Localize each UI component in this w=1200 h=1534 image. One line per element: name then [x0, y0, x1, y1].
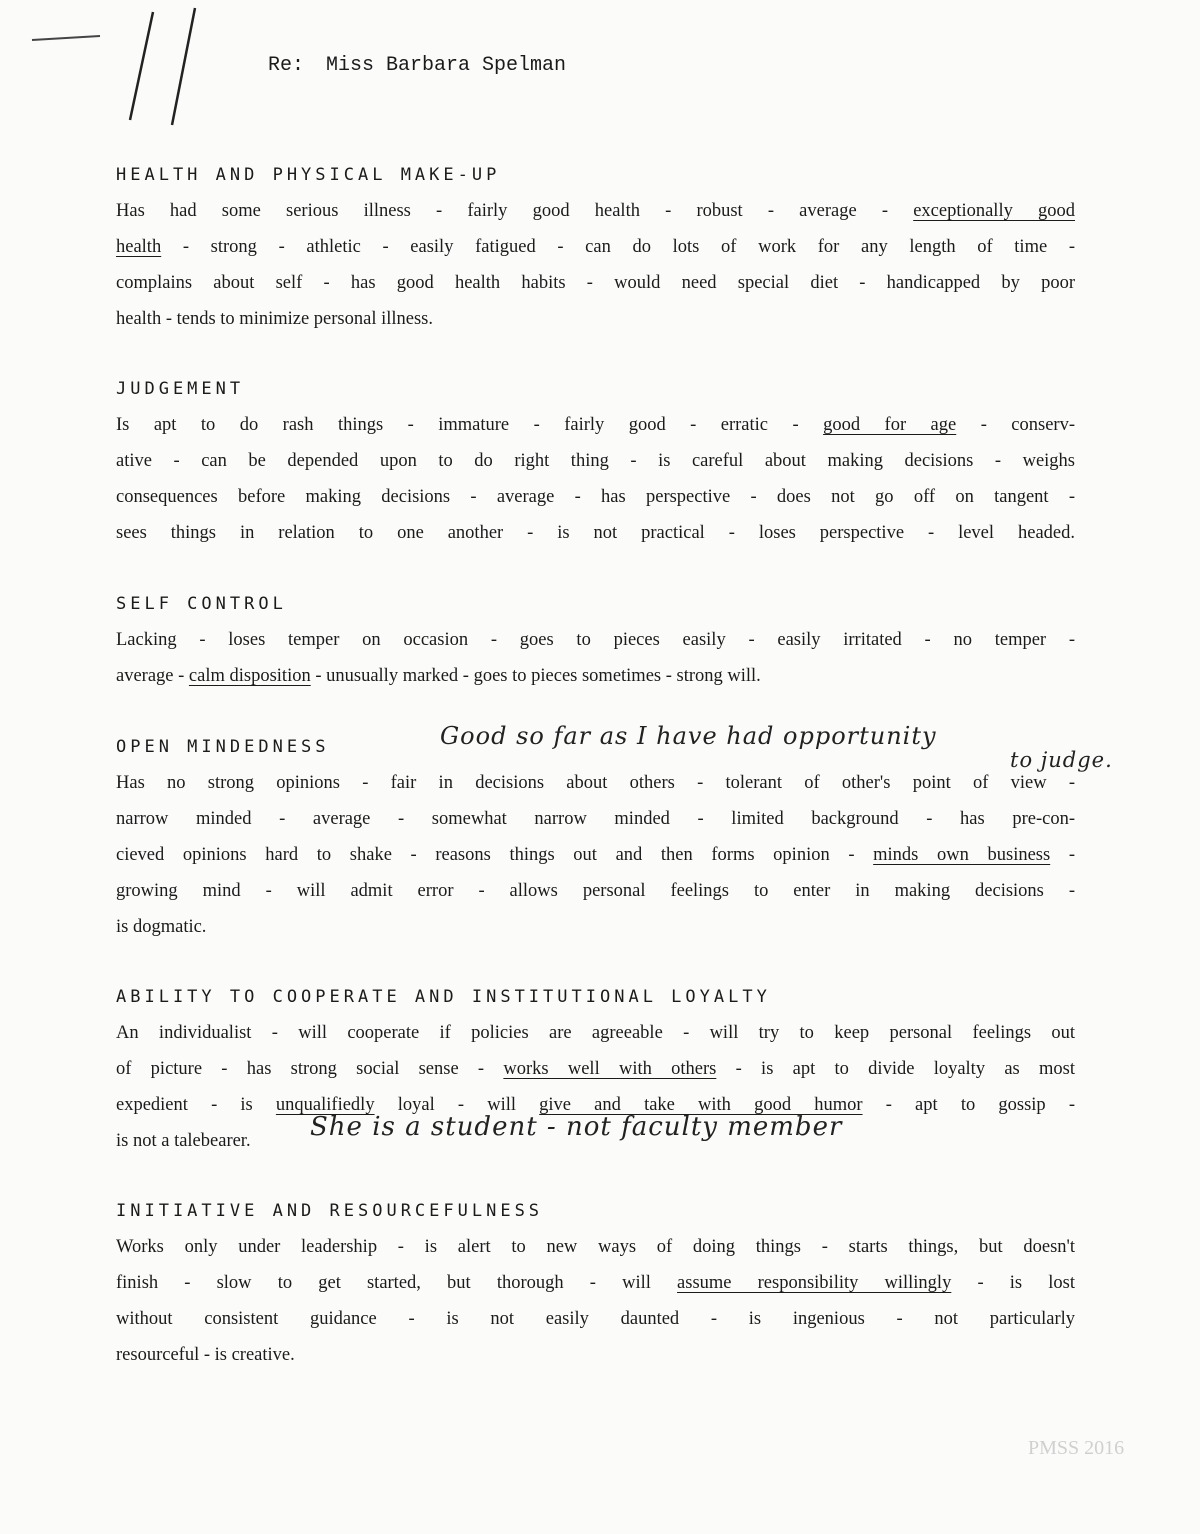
text-segment: Lacking - loses temper on occasion - goes to pieces easily - easily irritated - no temper - — [116, 630, 1075, 650]
text-line — [116, 1271, 1075, 1307]
underlined-choice: unqualifiedly — [275, 1095, 375, 1115]
text-segment: - apt to gossip - — [862, 1095, 1075, 1115]
text-segment: An individualist - will cooperate if policies are agreeable - will try to keep personal feelings out — [116, 1023, 1075, 1043]
section-heading: SELF CONTROL — [116, 594, 287, 614]
section-heading: OPEN MINDEDNESS — [116, 737, 330, 757]
underlined-choice: give and take with good humor — [539, 1095, 863, 1115]
text-line — [116, 915, 1075, 951]
text-line — [116, 199, 1075, 235]
text-segment: consequences before making decisions - average - has perspective - does not go off on tangent - — [116, 487, 1075, 507]
handwritten-note-cooperation: She is a student - not faculty member — [310, 1112, 843, 1142]
text-segment: - strong - athletic - easily fatigued - can do lots of work for any length of time - — [161, 237, 1075, 257]
text-line — [116, 485, 1075, 521]
text-segment: ative - can be depended upon to do right thing - is careful about making decisions - weighs — [116, 451, 1075, 471]
text-segment: is not a talebearer. — [116, 1131, 251, 1151]
section-heading: JUDGEMENT — [116, 379, 245, 399]
text-line — [116, 843, 1075, 879]
text-segment: complains about self - has good health habits - would need special diet - handicapped by poor — [116, 273, 1075, 293]
section — [116, 163, 1075, 343]
section-heading: HEALTH AND PHYSICAL MAKE-UP — [116, 165, 501, 185]
section-heading: INITIATIVE AND RESOURCEFULNESS — [116, 1201, 544, 1221]
text-segment: Is apt to do rash things - immature - fairly good - erratic - — [116, 415, 824, 435]
section — [116, 1199, 1075, 1379]
text-segment: resourceful - is creative. — [116, 1345, 295, 1365]
text-line — [116, 807, 1075, 843]
section — [116, 735, 1075, 951]
text-segment: Has had some serious illness - fairly good health - robust - average - — [116, 201, 914, 221]
text-segment: - conserv- — [956, 415, 1075, 435]
text-segment: health - tends to minimize personal illness. — [116, 309, 434, 329]
underlined-choice: good for age — [823, 415, 957, 435]
text-segment: finish - slow to get started, but thorough - will — [116, 1273, 678, 1293]
section — [116, 377, 1075, 557]
text-line — [116, 1343, 1075, 1379]
handwritten-note-open-mindedness-cont: to judge. — [1010, 748, 1113, 772]
re-line — [268, 54, 566, 77]
text-line — [116, 271, 1075, 307]
underlined-choice: exceptionally good — [913, 201, 1076, 221]
text-segment: of picture - has strong social sense - — [116, 1059, 504, 1079]
text-line — [116, 235, 1075, 271]
text-segment: Works only under leadership - is alert to new ways of doing things - starts things, but doesn't — [116, 1237, 1075, 1257]
text-line — [116, 449, 1075, 485]
text-line — [116, 521, 1075, 557]
handwritten-note-open-mindedness: Good so far as I have had opportunity — [440, 722, 937, 750]
underlined-choice: works well with others — [503, 1059, 717, 1079]
text-segment: is dogmatic. — [116, 917, 207, 937]
text-segment: expedient - is — [116, 1095, 276, 1115]
text-segment: growing mind - will admit error - allows personal feelings to enter in making decisions - — [116, 881, 1075, 901]
text-segment: narrow minded - average - somewhat narrow minded - limited background - has pre-con- — [116, 809, 1075, 829]
text-segment: - — [1050, 845, 1075, 865]
text-segment: sees things in relation to one another - is not practical - loses perspective - level headed. — [116, 523, 1075, 543]
text-segment: - is apt to divide loyalty as most — [716, 1059, 1075, 1079]
text-line — [116, 413, 1075, 449]
subject-name: Miss Barbara Spelman — [326, 54, 567, 77]
underlined-choice: assume responsibility willingly — [677, 1273, 952, 1293]
text-line — [116, 1057, 1075, 1093]
text-segment: cieved opinions hard to shake - reasons things out and then forms opinion - — [116, 845, 874, 865]
re-label: Re: — [268, 54, 305, 77]
text-segment: Has no strong opinions - fair in decisions about others - tolerant of other's point of view - — [116, 773, 1075, 793]
underlined-choice: calm disposition — [188, 666, 311, 686]
text-line — [116, 628, 1075, 664]
watermark: PMSS 2016 — [1028, 1437, 1125, 1459]
text-segment: average - — [116, 666, 189, 686]
underlined-choice: health — [116, 237, 162, 257]
text-segment: - is lost — [951, 1273, 1075, 1293]
section — [116, 592, 1075, 700]
text-line — [116, 1307, 1075, 1343]
section-heading: ABILITY TO COOPERATE AND INSTITUTIONAL LOYALTY — [116, 987, 771, 1007]
underlined-choice: minds own business — [873, 845, 1051, 865]
text-segment: without consistent guidance - is not easily daunted - is ingenious - not particularly — [116, 1309, 1075, 1329]
text-line — [116, 771, 1075, 807]
text-line — [116, 879, 1075, 915]
text-segment: - unusually marked - goes to pieces sometimes - strong will. — [310, 666, 761, 686]
text-line — [116, 664, 1075, 700]
text-line — [116, 1235, 1075, 1271]
text-segment: loyal - will — [374, 1095, 540, 1115]
text-line — [116, 1021, 1075, 1057]
text-line — [116, 307, 1075, 343]
